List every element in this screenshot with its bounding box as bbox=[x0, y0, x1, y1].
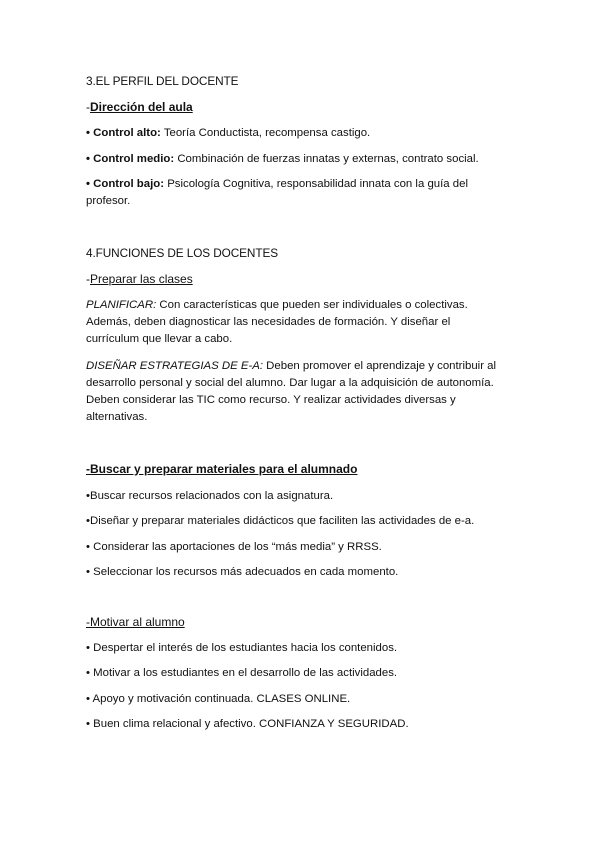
list-item: • Motivar a los estudiantes en el desarrollo de las actividades. bbox=[86, 667, 398, 679]
control-item: • Control alto: Teoría Conductista, recompensa castigo. bbox=[86, 127, 371, 139]
list-item: • Buen clima relacional y afectivo. CONFIANZA Y SEGURIDAD. bbox=[86, 718, 409, 730]
list-item: •Diseñar y preparar materiales didácticos que faciliten las actividades de e-a. bbox=[86, 515, 475, 527]
list-item: •Buscar recursos relacionados con la asignatura. bbox=[86, 490, 334, 502]
section-4-heading: 4.FUNCIONES DE LOS DOCENTES bbox=[86, 246, 278, 260]
section-3-heading: 3.EL PERFIL DEL DOCENTE bbox=[86, 74, 239, 88]
estrategias-paragraph: DISEÑAR ESTRATEGIAS DE E-A: Deben promover el aprendizaje y contribuir al desarrollo personal y social del alumno. Dar lugar a la adquisición de autonomía. Deben considerar las TIC como recurso. Y realizar actividades diversas y alternativas. bbox=[86, 360, 497, 423]
list-item: • Considerar las aportaciones de los “más media” y RRSS. bbox=[86, 541, 382, 553]
section-3-subtitle: -Dirección del aula bbox=[86, 100, 193, 114]
motivate-subtitle: -Motivar al alumno bbox=[86, 615, 185, 629]
list-item: • Seleccionar los recursos más adecuados en cada momento. bbox=[86, 566, 399, 578]
planificar-paragraph: PLANIFICAR: Con características que pueden ser individuales o colectivas. Además, deben diagnosticar las necesidades de formación. Y diseñar el currículum que llevar a cabo. bbox=[86, 299, 468, 345]
control-item: • Control bajo: Psicología Cognitiva, responsabilidad innata con la guía del profesor. bbox=[86, 178, 468, 207]
list-item: • Apoyo y motivación continuada. CLASES ONLINE. bbox=[86, 693, 351, 705]
control-item: • Control medio: Combinación de fuerzas innatas y externas, contrato social. bbox=[86, 153, 479, 165]
materials-subtitle: -Buscar y preparar materiales para el alumnado bbox=[86, 462, 358, 476]
prepare-classes-subtitle: -Preparar las clases bbox=[86, 272, 193, 286]
list-item: • Despertar el interés de los estudiantes hacia los contenidos. bbox=[86, 642, 398, 654]
